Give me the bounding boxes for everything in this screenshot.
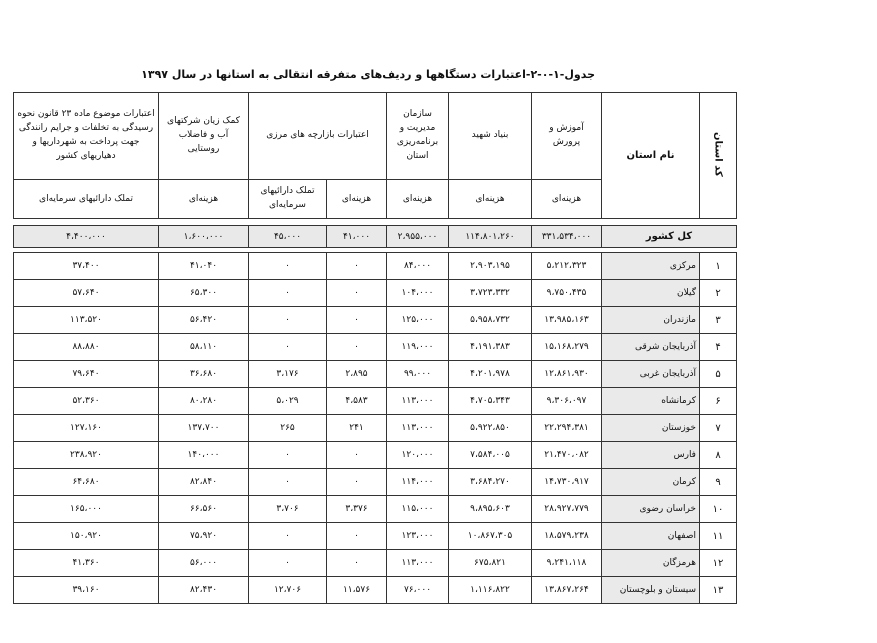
sub-education: هزینه‌ای	[532, 180, 602, 219]
cell-article23: ۱۵۰،۹۲۰	[14, 523, 159, 550]
province-code: ۷	[700, 415, 737, 442]
cell-article23: ۷۹،۶۴۰	[14, 361, 159, 388]
cell-martyr: ۱،۱۱۶،۸۲۲	[449, 577, 532, 604]
total-border-cost: ۴۱،۰۰۰	[327, 226, 387, 248]
cell-martyr: ۲،۹۰۳،۱۹۵	[449, 253, 532, 280]
table-row	[14, 496, 737, 523]
province-name: کرمانشاه	[602, 388, 700, 415]
budget-table	[13, 92, 737, 604]
cell-planning: ۱۲۰،۰۰۰	[387, 442, 449, 469]
cell-planning: ۷۶،۰۰۰	[387, 577, 449, 604]
province-code: ۱۰	[700, 496, 737, 523]
cell-border-capital: ۲۶۵	[249, 415, 327, 442]
cell-planning: ۱۰۴،۰۰۰	[387, 280, 449, 307]
cell-water: ۱۳۷،۷۰۰	[159, 415, 249, 442]
cell-education: ۱۲،۸۶۱،۹۳۰	[532, 361, 602, 388]
cell-border-capital: ۰	[249, 469, 327, 496]
cell-education: ۱۴،۷۳۰،۹۱۷	[532, 469, 602, 496]
header-row-main	[14, 93, 737, 180]
cell-article23: ۳۹،۱۶۰	[14, 577, 159, 604]
cell-water: ۳۶،۶۸۰	[159, 361, 249, 388]
cell-water: ۶۶،۵۶۰	[159, 496, 249, 523]
cell-planning: ۸۴،۰۰۰	[387, 253, 449, 280]
cell-border-capital: ۱۲،۷۰۶	[249, 577, 327, 604]
cell-education: ۹،۳۰۶،۰۹۷	[532, 388, 602, 415]
cell-article23: ۳۷،۴۰۰	[14, 253, 159, 280]
cell-martyr: ۷،۵۸۴،۰۰۵	[449, 442, 532, 469]
total-label: کل کشور	[602, 226, 737, 248]
cell-martyr: ۶۷۵،۸۲۱	[449, 550, 532, 577]
cell-education: ۹،۷۵۰،۴۳۵	[532, 280, 602, 307]
cell-article23: ۲۳۸،۹۲۰	[14, 442, 159, 469]
cell-border-capital: ۰	[249, 307, 327, 334]
header-education: آموزش و پرورش	[532, 93, 602, 180]
cell-border-capital: ۰	[249, 280, 327, 307]
header-water: کمک زیان شرکتهای آب و فاضلاب روستایی	[159, 93, 249, 180]
cell-education: ۲۱،۴۷۰،۰۸۲	[532, 442, 602, 469]
cell-planning: ۱۲۵،۰۰۰	[387, 307, 449, 334]
cell-border-cost: ۰	[327, 550, 387, 577]
cell-border-cost: ۰	[327, 442, 387, 469]
province-code: ۱۳	[700, 577, 737, 604]
cell-education: ۵،۲۱۲،۳۲۳	[532, 253, 602, 280]
header-border: اعتبارات بازارچه های مرزی	[249, 93, 387, 180]
cell-border-cost: ۰	[327, 280, 387, 307]
total-row	[14, 226, 737, 248]
cell-border-capital: ۰	[249, 550, 327, 577]
province-code: ۱	[700, 253, 737, 280]
table-row	[14, 361, 737, 388]
sub-article23: تملک دارائیهای سرمایه‌ای	[14, 180, 159, 219]
province-name: هرمزگان	[602, 550, 700, 577]
cell-article23: ۱۲۷،۱۶۰	[14, 415, 159, 442]
province-name: گیلان	[602, 280, 700, 307]
cell-water: ۵۸،۱۱۰	[159, 334, 249, 361]
table-row	[14, 415, 737, 442]
province-name: اصفهان	[602, 523, 700, 550]
cell-border-cost: ۲۴۱	[327, 415, 387, 442]
cell-article23: ۵۲،۳۶۰	[14, 388, 159, 415]
cell-education: ۲۸،۹۲۷،۷۷۹	[532, 496, 602, 523]
cell-article23: ۶۴،۶۸۰	[14, 469, 159, 496]
cell-planning: ۱۱۳،۰۰۰	[387, 415, 449, 442]
cell-water: ۸۲،۴۳۰	[159, 577, 249, 604]
table-row	[14, 550, 737, 577]
sub-martyr: هزینه‌ای	[449, 180, 532, 219]
province-name: سیستان و بلوچستان	[602, 577, 700, 604]
cell-border-capital: ۳،۷۰۶	[249, 496, 327, 523]
header-article23: اعتبارات موضوع ماده ۲۳ قانون نحوه رسیدگی به تخلفات و جرایم رانندگی جهت پرداخت به شهرداریها و دهیاریهای کشور	[14, 93, 159, 180]
cell-border-capital: ۵،۰۲۹	[249, 388, 327, 415]
cell-education: ۹،۲۴۱،۱۱۸	[532, 550, 602, 577]
total-border-capital: ۴۵،۰۰۰	[249, 226, 327, 248]
spacer-row	[14, 219, 737, 226]
cell-border-cost: ۰	[327, 307, 387, 334]
table-row	[14, 577, 737, 604]
cell-martyr: ۴،۱۹۱،۳۸۳	[449, 334, 532, 361]
cell-article23: ۱۶۵،۰۰۰	[14, 496, 159, 523]
cell-border-cost: ۱۱،۵۷۶	[327, 577, 387, 604]
province-code: ۸	[700, 442, 737, 469]
cell-education: ۱۸،۵۷۹،۲۳۸	[532, 523, 602, 550]
cell-planning: ۱۱۳،۰۰۰	[387, 388, 449, 415]
cell-education: ۱۳،۹۸۵،۱۶۳	[532, 307, 602, 334]
table-row	[14, 469, 737, 496]
cell-martyr: ۱۰،۸۶۷،۳۰۵	[449, 523, 532, 550]
cell-border-capital: ۳،۱۷۶	[249, 361, 327, 388]
cell-planning: ۱۱۳،۰۰۰	[387, 550, 449, 577]
sub-border-cost: هزینه‌ای	[327, 180, 387, 219]
sub-planning: هزینه‌ای	[387, 180, 449, 219]
cell-martyr: ۳،۶۸۴،۲۷۰	[449, 469, 532, 496]
province-code: ۴	[700, 334, 737, 361]
table-row	[14, 307, 737, 334]
cell-planning: ۱۱۹،۰۰۰	[387, 334, 449, 361]
province-code: ۱۱	[700, 523, 737, 550]
province-name: مرکزی	[602, 253, 700, 280]
total-education: ۳۳۱،۵۳۴،۰۰۰	[532, 226, 602, 248]
province-name: مازندران	[602, 307, 700, 334]
header-martyr: بنیاد شهید	[449, 93, 532, 180]
total-planning: ۲،۹۵۵،۰۰۰	[387, 226, 449, 248]
cell-article23: ۸۸،۸۸۰	[14, 334, 159, 361]
cell-article23: ۱۱۳،۵۲۰	[14, 307, 159, 334]
cell-border-capital: ۰	[249, 334, 327, 361]
cell-martyr: ۹،۸۹۵،۶۰۳	[449, 496, 532, 523]
province-code: ۳	[700, 307, 737, 334]
cell-border-cost: ۰	[327, 253, 387, 280]
cell-water: ۵۶،۴۲۰	[159, 307, 249, 334]
cell-martyr: ۵،۹۲۲،۸۵۰	[449, 415, 532, 442]
sub-water: هزینه‌ای	[159, 180, 249, 219]
cell-border-capital: ۰	[249, 523, 327, 550]
cell-water: ۶۵،۳۰۰	[159, 280, 249, 307]
province-code: ۱۲	[700, 550, 737, 577]
cell-border-cost: ۳،۳۷۶	[327, 496, 387, 523]
cell-martyr: ۴،۲۰۱،۹۷۸	[449, 361, 532, 388]
table-title: جدول-۱-۰-۲-اعتبارات دستگاهها و ردیف‌های متفرقه انتقالی به استانها در سال ۱۳۹۷	[141, 68, 595, 81]
cell-planning: ۹۹،۰۰۰	[387, 361, 449, 388]
cell-article23: ۵۷،۶۴۰	[14, 280, 159, 307]
table-body	[14, 93, 737, 604]
cell-water: ۸۰،۲۸۰	[159, 388, 249, 415]
province-name: آذربایجان شرقی	[602, 334, 700, 361]
total-water: ۱،۶۰۰،۰۰۰	[159, 226, 249, 248]
cell-border-cost: ۰	[327, 469, 387, 496]
cell-border-cost: ۰	[327, 334, 387, 361]
cell-border-cost: ۰	[327, 523, 387, 550]
header-planning: سازمان مدیریت و برنامه‌ریزی استان	[387, 93, 449, 180]
header-province: نام استان	[602, 93, 700, 219]
cell-water: ۱۴۰،۰۰۰	[159, 442, 249, 469]
cell-planning: ۱۱۴،۰۰۰	[387, 469, 449, 496]
cell-education: ۱۵،۱۶۸،۲۷۹	[532, 334, 602, 361]
cell-planning: ۱۱۵،۰۰۰	[387, 496, 449, 523]
total-martyr: ۱۱۴،۸۰۱،۲۶۰	[449, 226, 532, 248]
table-row	[14, 253, 737, 280]
cell-planning: ۱۲۳،۰۰۰	[387, 523, 449, 550]
cell-border-capital: ۰	[249, 442, 327, 469]
cell-water: ۸۲،۸۴۰	[159, 469, 249, 496]
province-name: کرمان	[602, 469, 700, 496]
province-code: ۵	[700, 361, 737, 388]
cell-education: ۲۲،۲۹۴،۳۸۱	[532, 415, 602, 442]
cell-martyr: ۳،۷۲۳،۳۳۲	[449, 280, 532, 307]
cell-martyr: ۵،۹۵۸،۷۳۲	[449, 307, 532, 334]
cell-article23: ۴۱،۳۶۰	[14, 550, 159, 577]
province-code: ۲	[700, 280, 737, 307]
table-row	[14, 388, 737, 415]
cell-education: ۱۳،۸۶۷،۲۶۴	[532, 577, 602, 604]
cell-martyr: ۴،۷۰۵،۳۴۳	[449, 388, 532, 415]
cell-border-capital: ۰	[249, 253, 327, 280]
province-code: ۶	[700, 388, 737, 415]
table-row	[14, 334, 737, 361]
province-name: خراسان رضوی	[602, 496, 700, 523]
cell-border-cost: ۴،۵۸۳	[327, 388, 387, 415]
table-row	[14, 523, 737, 550]
table-row	[14, 280, 737, 307]
province-name: خوزستان	[602, 415, 700, 442]
province-name: آذربایجان غربی	[602, 361, 700, 388]
total-article23: ۴،۴۰۰،۰۰۰	[14, 226, 159, 248]
table-row	[14, 442, 737, 469]
cell-border-cost: ۲،۸۹۵	[327, 361, 387, 388]
cell-water: ۷۵،۹۲۰	[159, 523, 249, 550]
cell-water: ۵۶،۰۰۰	[159, 550, 249, 577]
cell-water: ۴۱،۰۴۰	[159, 253, 249, 280]
sub-border-capital: تملک دارائیهای سرمایه‌ای	[249, 180, 327, 219]
province-name: فارس	[602, 442, 700, 469]
header-code: کد استان	[700, 93, 737, 219]
province-code: ۹	[700, 469, 737, 496]
